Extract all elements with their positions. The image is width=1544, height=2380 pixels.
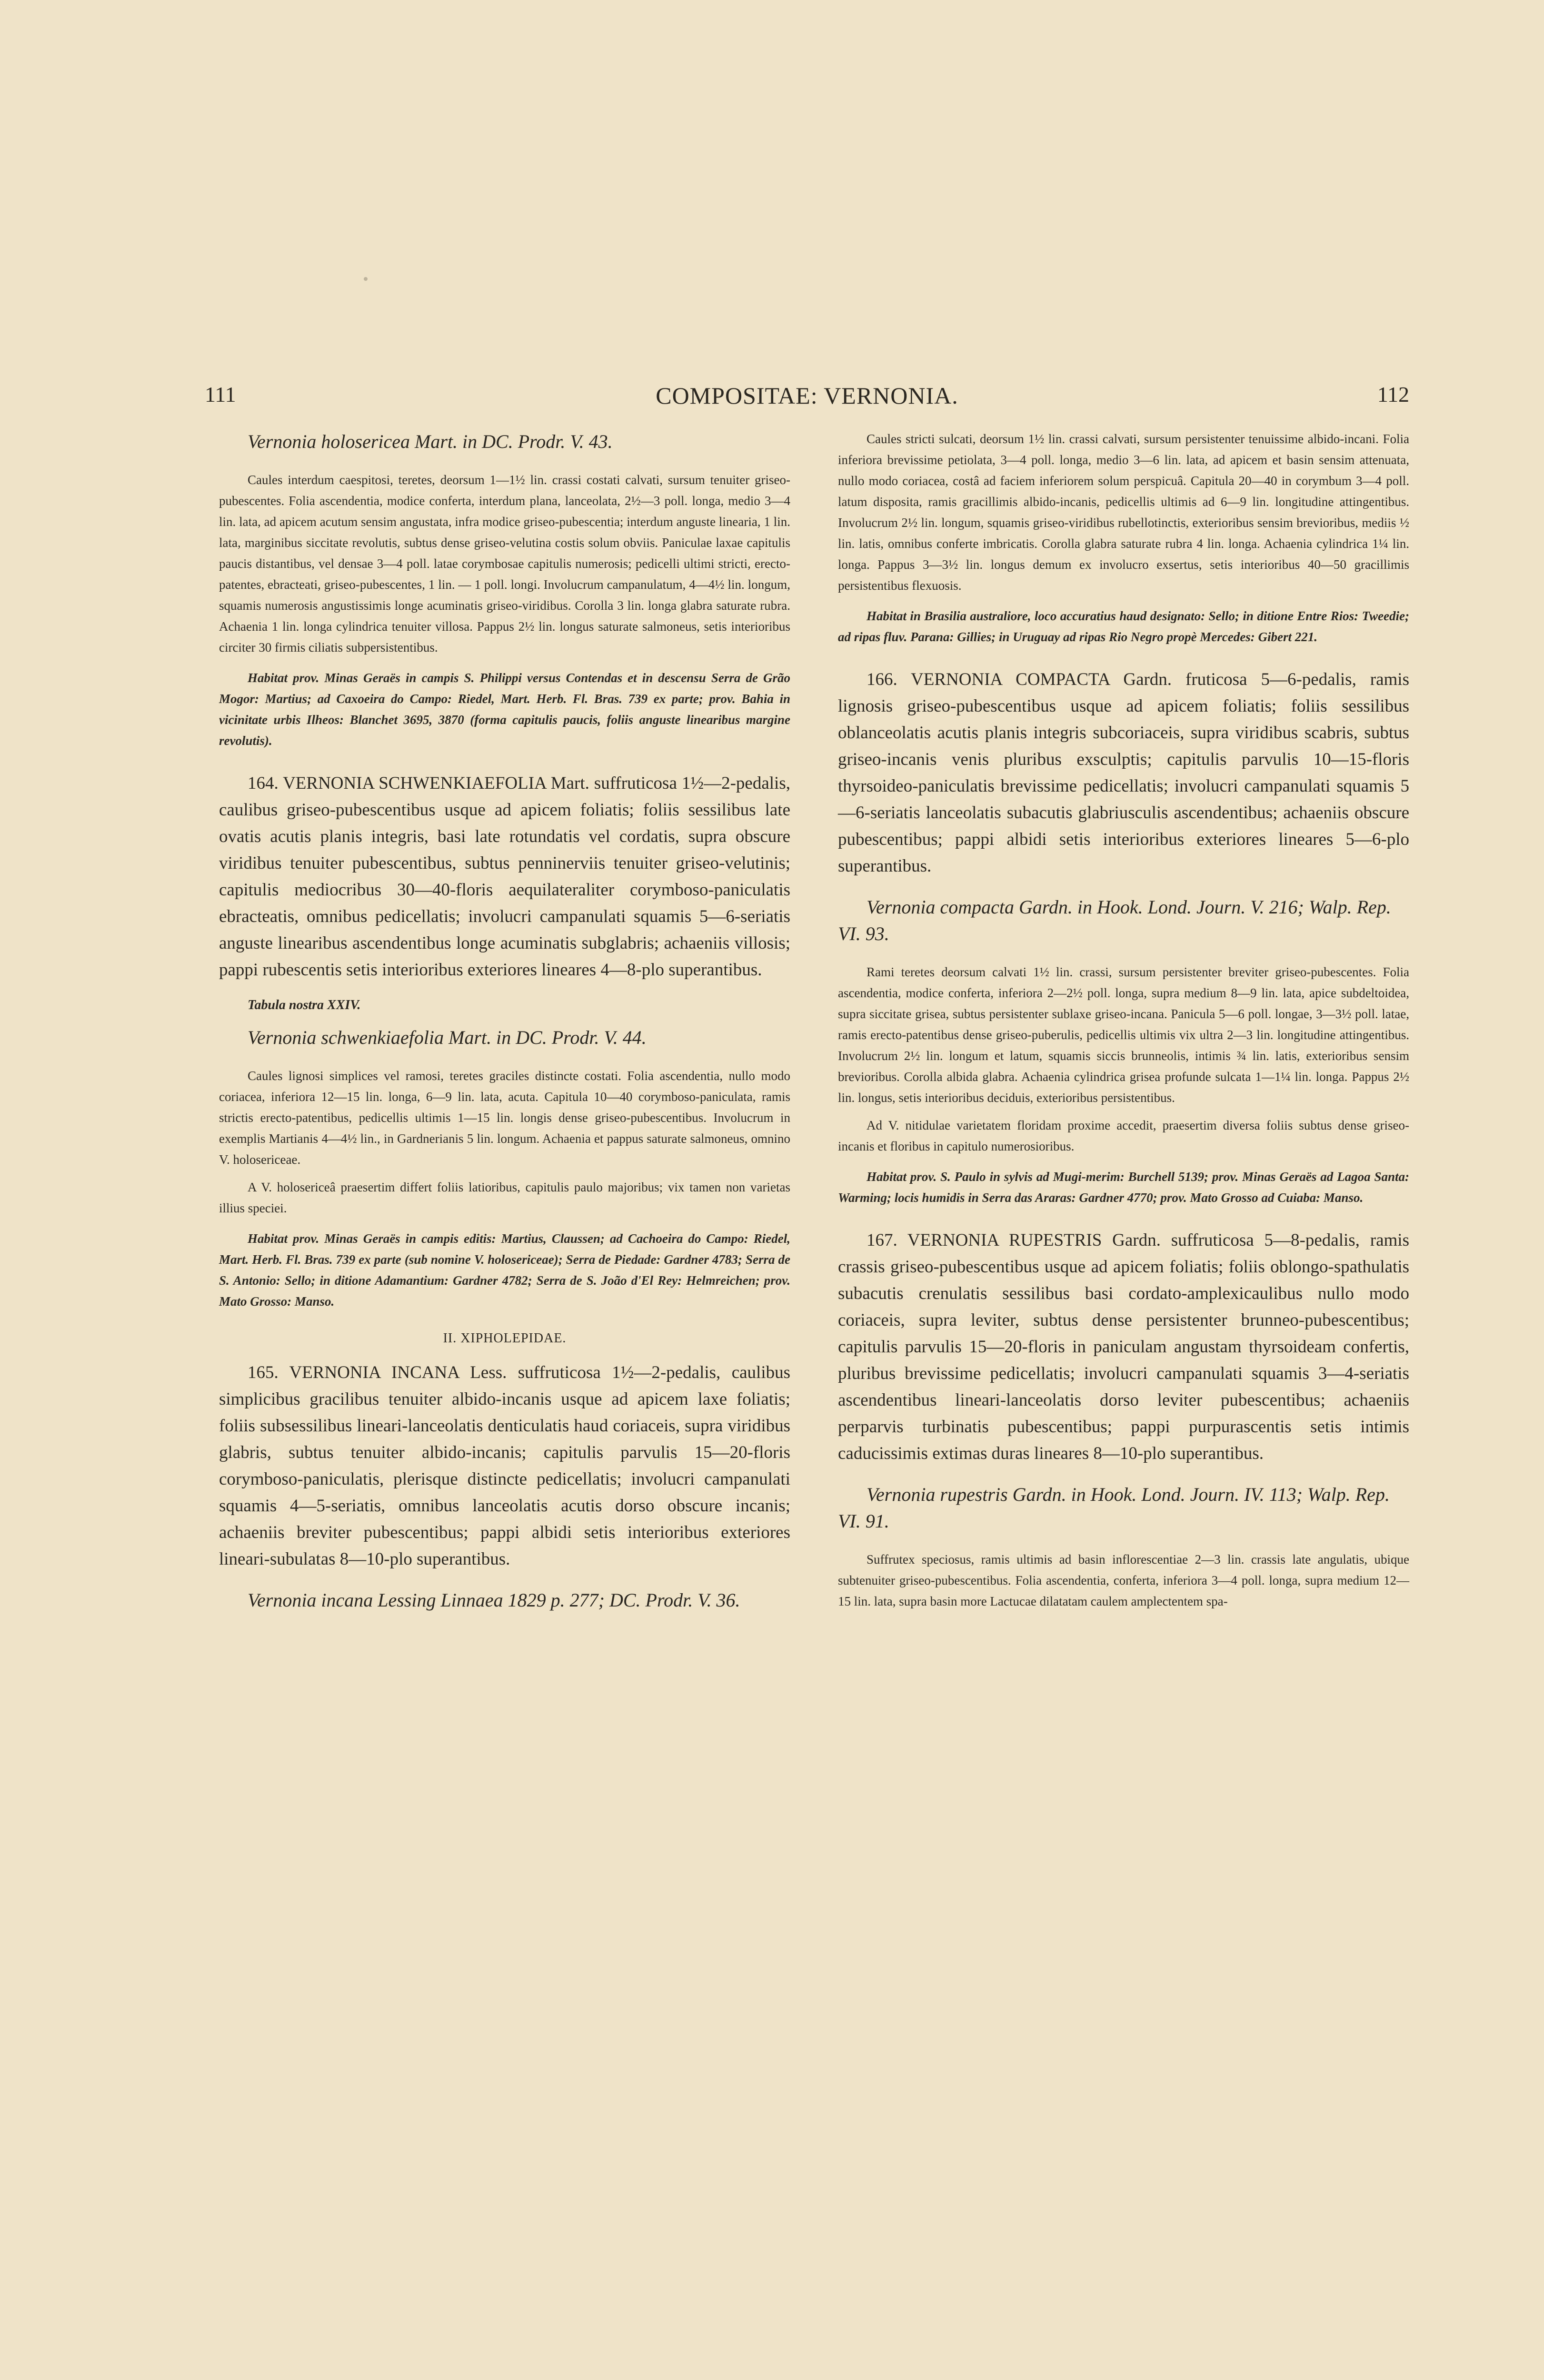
habitat-compacta: Habitat prov. S. Paulo in sylvis ad Mugi-merim: Burchell 5139; prov. Minas Geraës ad Lagoa Santa: Warming; locis humidis in Serra das Araras: Gardner 4770; prov. Mato Grosso ad Cuiaba: Manso. <box>838 1170 1409 1205</box>
species-166: 166. VERNONIA COMPACTA Gardn. fruticosa 5—6-pedalis, ramis lignosis griseo-pubescentibus usque ad apicem foliatis; foliis sessilibus oblanceolatis acutis planis integris subcoriaceis, supra viridibus scabris, subtus griseo-incanis venis pluribus exsculptis; capitulis parvulis 10—15-floris thyrsoideo-paniculatis brevissime pedicellatis; involucri campanulati squamis 5—6-seriatis lanceolatis subacutis glabriusculis ascendentibus; achaeniis obscure pubescentibus; pappi albidi setis interioribus exteriores lineares 5—6-plo superantibus. <box>838 670 1409 876</box>
paper-speck <box>364 277 368 281</box>
section-heading: II. XIPHOLEPIDAE. <box>443 1331 567 1346</box>
description-incana: Caules stricti sulcati, deorsum 1½ lin. crassi calvati, sursum persistenter tenuissime albido-incani. Folia inferiora brevissime petiolata, 3—4 poll. longa, medio 3—6 lin. lata, ad apicem et basin sensim attenuata, nullo modo coriacea, costâ ad faciem inferiorem solum perspicuâ. Capitula 20—40 in corymbum 3—4 poll. latum disposita, ramis gracillimis albido-incanis, pedicellis ultimis ad 6—9 lin. longitudine attingentibus. Involucrum 2½ lin. longum, squamis griseo-viridibus rubellotinctis, exterioribus sensim brevioribus, mediis ½ lin. latis, omnibus conferte imbricatis. Corolla glabra saturate rubra 4 lin. longa. Achaenia cylindrica 1¼ lin. longa. Pappus 3—3½ lin. longus demum ex involucro exsertus, setis interioribus 40—50 gracillimis persistentibus flexuosis. <box>838 432 1409 593</box>
description-schwenkiaefolia: Caules lignosi simplices vel ramosi, teretes graciles distincte costati. Folia ascendentia, nullo modo coriacea, inferiora 12—15 lin. longa, 6—9 lin. lata, acuta. Capitula 10—40 corymboso-paniculata, ramis strictis erecto-patentibus, pedicellis ultimis 1—15 lin. longis dense griseo-pubescentibus. Involucrum in exemplis Martianis 4—4½ lin., in Gardnerianis 5 lin. longum. Achaenia et pappus saturate salmoneus, omnino V. holosericeae. <box>219 1069 790 1167</box>
plate-reference: Tabula nostra XXIV. <box>248 998 361 1012</box>
description-holosericea: Caules interdum caespitosi, teretes, deorsum 1—1½ lin. crassi costati calvati, sursum tenuiter griseo-pubescentes. Folia ascendentia, modice conferta, interdum plana, lanceolata, 2½—3 poll. longa, medio 3—4 lin. lata, ad apicem acutum sensim angustata, infra modice griseo-pubescentia; interdum anguste linearia, 1 lin. lata, marginibus siccitate revolutis, subtus dense griseo-velutina costis solum obviis. Paniculae laxae capitulis paucis distantibus, vel densae 3—4 poll. latae corymbosae capitulis numerosis; pedicelli ultimi stricti, erecto-patentes, ebracteati, griseo-pubescentes, 1 lin. — 1 poll. longi. Involucrum campanulatum, 4—4½ lin. longum, squamis numerosis angustissimis longe acuminatis griseo-viridibus. Corolla 3 lin. longa glabra saturate rubra. Achaenia 1 lin. longa cylindrica tenuiter villosa. Pappus 2½ lin. longus saturate salmoneus, setis interioribus circiter 30 firmis ciliatis subpersistentibus. <box>219 473 790 654</box>
synonym-rupestris: Vernonia rupestris Gardn. in Hook. Lond. Journ. IV. 113; Walp. Rep. VI. 91. <box>838 1484 1390 1532</box>
habitat-holosericea: Habitat prov. Minas Geraës in campis S. Philippi versus Contendas et in descensu Serra de Grão Mogor: Martius; ad Caxoeira do Campo: Riedel, Mart. Herb. Fl. Bras. 739 ex parte; prov. Bahia in vicinitate urbis Ilheos: Blanchet 3695, 3870 (forma capitulis paucis, foliis anguste linearibus margine revolutis). <box>219 671 790 748</box>
habitat-incana: Habitat in Brasilia australiore, loco accuratius haud designato: Sello; in ditione Entre Rios: Tweedie; ad ripas fluv. Parana: Gillies; in Uruguay ad ripas Rio Negro propè Mercedes: Gibert 221. <box>838 609 1409 644</box>
species-165: 165. VERNONIA INCANA Less. suffruticosa 1½—2-pedalis, caulibus simplicibus gracilibus tenuiter albido-incanis usque ad apicem laxe foliatis; foliis subsessilibus lineari-lanceolatis denticulatis haud coriaceis, supra viridibus glabris, subtus tenuiter albido-incanis; capitulis parvulis 15—20-floris corymboso-paniculatis, plerisque distincte pedicellatis; involucri campanulati squamis 4—5-seriatis, omnibus lanceolatis acutis dorso obscure incanis; achaeniis breviter pubescentibus; pappi albidi setis interioribus exteriores lineari-subulatas 8—10-plo superantibus. <box>219 1363 790 1569</box>
note-compacta: Ad V. nitidulae varietatem floridam proxime accedit, praesertim diversa foliis subtus dense griseo-incanis et floribus in capitulo numerosioribus. <box>838 1118 1409 1153</box>
page-number-right: 112 <box>1377 382 1409 407</box>
synonym-incana: Vernonia incana Lessing Linnaea 1829 p. 277; DC. Prodr. V. 36. <box>248 1589 740 1611</box>
synonym-holosericea: Vernonia holosericea Mart. in DC. Prodr. V. 43. <box>248 431 613 452</box>
synonym-schwenkiaefolia: Vernonia schwenkiaefolia Mart. in DC. Prodr. V. 44. <box>248 1027 647 1048</box>
running-title: COMPOSITAE: VERNONIA. <box>656 382 958 409</box>
synonym-compacta: Vernonia compacta Gardn. in Hook. Lond. Journ. V. 216; Walp. Rep. VI. 93. <box>838 896 1391 944</box>
left-column <box>219 428 790 1628</box>
running-header <box>205 382 1409 420</box>
page-number-left: 111 <box>205 382 236 407</box>
species-167: 167. VERNONIA RUPESTRIS Gardn. suffruticosa 5—8-pedalis, ramis crassis griseo-pubescentibus usque ad apicem foliatis; foliis oblongo-spathulatis subacutis crenulatis sessilibus basi cordato-amplexicaulibus nullo modo coriaceis, supra leviter, subtus dense persistenter brunneo-pubescentibus; capitulis parvulis 15—20-floris in paniculam angustam thyrsoideam confertis, pluribus brevissime pedicellatis; involucri campanulati squamis 3—4-seriatis ascendentibus lineari-lanceolatis dorso leviter pubescentibus; achaeniis perparvis turbinatis pubescentibus; pappi purpurascentis setis intimis caducissimis extimas duras lineares 8—10-plo superantibus. <box>838 1230 1409 1463</box>
species-164: 164. VERNONIA SCHWENKIAEFOLIA Mart. suffruticosa 1½—2-pedalis, caulibus griseo-pubescentibus usque ad apicem foliatis; foliis sessilibus late ovatis acutis planis integris, basi late rotundatis vel cordatis, supra obscure viridibus tenuiter pubescentibus, subtus penninerviis tenuiter griseo-velutinis; capitulis mediocribus 30—40-floris aequilateraliter corymboso-paniculatis ebracteatis, omnibus pedicellatis; involucri campanulati squamis 5—6-seriatis anguste linearibus ascendentibus longe acuminatis subglabris; achaeniis villosis; pappi rubescentis setis interioribus exteriores lineares 4—8-plo superantibus. <box>219 774 790 980</box>
note-schwenkiaefolia: A V. holosericeâ praesertim differt foliis latioribus, capitulis paulo majoribus; vix tamen non varietas illius speciei. <box>219 1180 790 1215</box>
right-column <box>838 428 1409 1618</box>
description-rupestris: Suffrutex speciosus, ramis ultimis ad basin inflorescentiae 2—3 lin. crassis late angulatis, ubique subtenuiter griseo-pubescentibus. Folia ascendentia, conferta, inferiora 3—4 poll. longa, supra medium 12—15 lin. lata, supra basin more Lactucae dilatatam caulem amplectentem spa- <box>838 1552 1409 1608</box>
habitat-schwenkiaefolia: Habitat prov. Minas Geraës in campis editis: Martius, Claussen; ad Cachoeira do Campo: Riedel, Mart. Herb. Fl. Bras. 739 ex parte (sub nomine V. holosericeae); Serra de Piedade: Gardner 4783; Serra de S. Antonio: Sello; in ditione Adamantium: Gardner 4782; Serra de S. João d'El Rey: Helmreichen; prov. Mato Grosso: Manso. <box>219 1231 790 1309</box>
description-compacta: Rami teretes deorsum calvati 1½ lin. crassi, sursum persistenter breviter griseo-pubescentes. Folia ascendentia, modice conferta, inferiora 2—2½ poll. longa, supra medium 8—9 lin. lata, apice subdeltoidea, supra siccitate grisea, subtus persistenter sublaxe griseo-incana. Panicula 5—6 poll. longae, 3—3½ poll. latae, ramis erecto-patentibus dense griseo-puberulis, pedicellis ultimis vix ultra 2—3 lin. longitudine attingentibus. Involucrum 2½ lin. longum et latum, squamis siccis brunneolis, intimis ¾ lin. latis, exterioribus sensim brevioribus. Corolla albida glabra. Achaenia cylindrica grisea profunde sulcata 1—1¼ lin. longa. Pappus 2½ lin. longus, setis interioribus deciduis, exterioribus persistentibus. <box>838 965 1409 1105</box>
